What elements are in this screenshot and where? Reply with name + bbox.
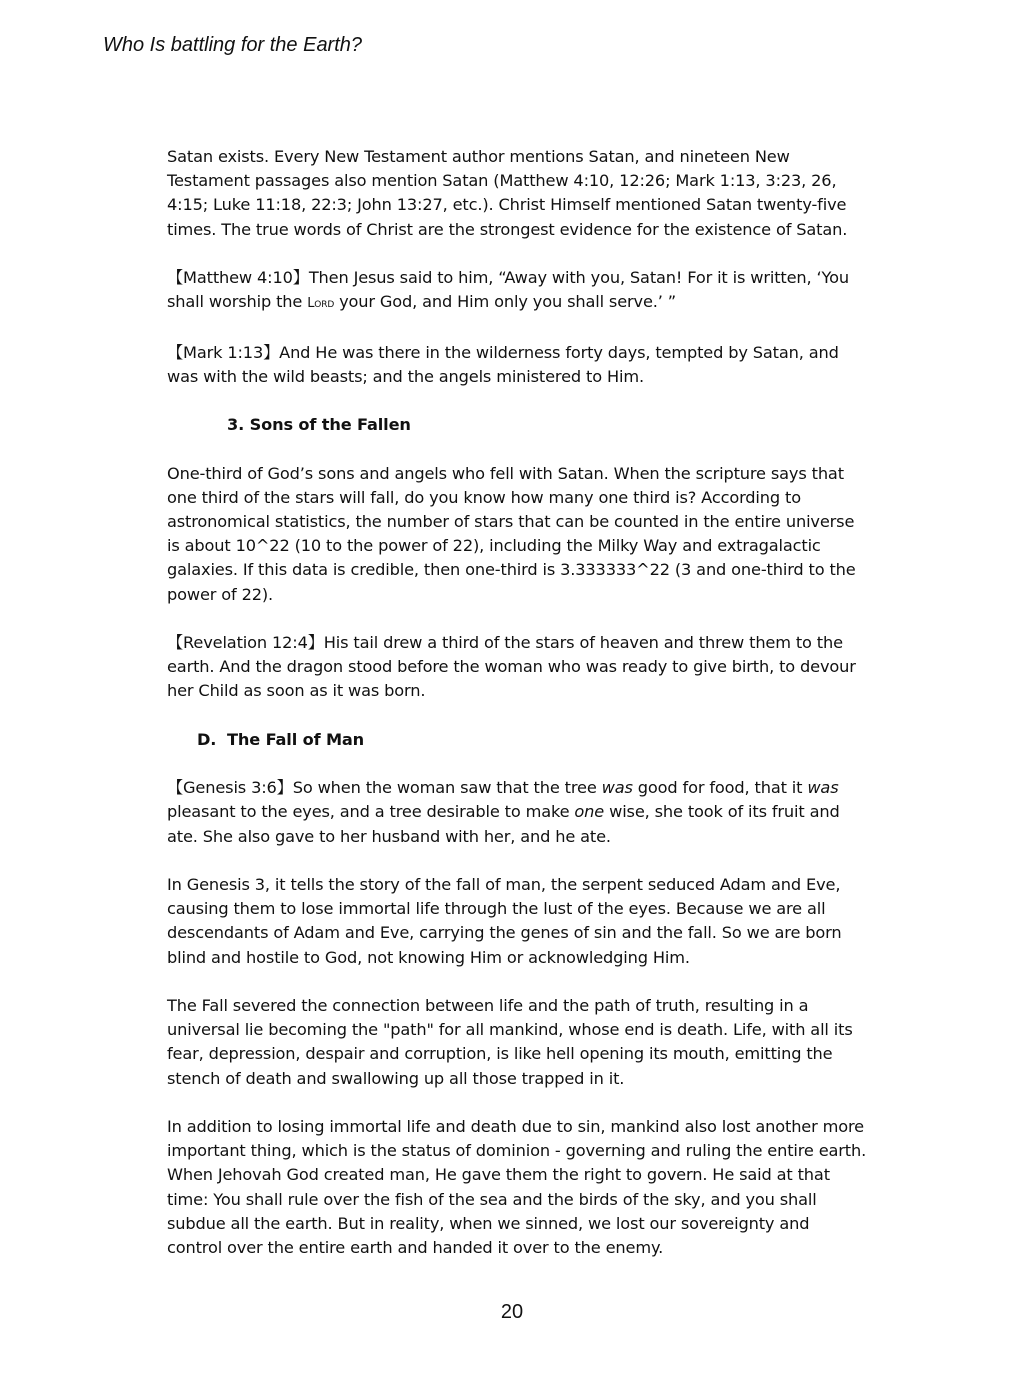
scripture-text: pleasant to the eyes, and a tree desirable to make [167,802,575,822]
scripture-text: His tail drew a third of the stars of heaven and threw them to the earth. And the dragon stood before the woman who was ready to give birth, to devour her Child as soon as it was born. [167,632,856,701]
section-heading-fall [167,728,867,752]
scripture-revelation [167,631,867,704]
scripture-matthew [167,266,867,316]
section-heading-sons: 3. Sons of the Fallen [227,415,411,435]
italic-word: was [601,778,633,798]
paragraph-fall-severed: The Fall severed the connection between life and the path of truth, resulting in a universal lie becoming the "path" for all mankind, whose end is death. Life, with all its fear, depression, despair and corruption, is like hell opening its mouth, emitting the stench of death and swallowing up all those trapped in it. [167,995,853,1088]
scripture-ref: 【Genesis 3:6】 [167,778,293,798]
scripture-ref: 【Matthew 4:10】 [167,268,309,287]
scripture-genesis [167,776,867,849]
scripture-ref: 【Revelation 12:4】 [167,632,324,652]
scripture-text: wise, she took of its fruit and ate. She also gave to her husband with her, and he ate. [167,802,840,846]
heading-number: D. [197,729,217,749]
scripture-text: Then Jesus said to him, “Away with you, Satan! For it is written, ‘You shall worship the [167,268,849,312]
italic-word: one [574,802,605,822]
paragraph-genesis-3: In Genesis 3, it tells the story of the fall of man, the serpent seduced Adam and Eve, causing them to lose immortal life through the lust of the eyes. Because we are all descendants of Adam and Eve, carrying the genes of sin and the fall. So we are born blind and hostile to God, not knowing Him or acknowledging Him. [167,874,842,967]
page-number: 20 [500,1301,524,1323]
heading-text: The Fall of Man [227,729,365,749]
lord-small-caps: Lord [307,296,335,312]
italic-word: was [807,778,839,798]
scripture-text: So when the woman saw that the tree [292,778,602,798]
scripture-text: And He was there in the wilderness forty days, tempted by Satan, and was with the wild beasts; and the angels ministered to Him. [167,342,839,386]
paragraph-satan-exists: Satan exists. Every New Testament author mentions Satan, and nineteen New Testament passages also mention Satan (Matthew 4:10, 12:26; Mark 1:13, 3:23, 26, 4:15; Luke 11:18, 22:3; John 13:27, etc.). Christ Himself mentioned Satan twenty-five times. The true words of Christ are the strongest evidence for the existence of Satan. [167,147,848,239]
scripture-text: your God, and Him only you shall serve.’ ” [334,292,676,312]
paragraph-dominion: In addition to losing immortal life and death due to sin, mankind also lost another more important thing, which is the status of dominion - governing and ruling the entire earth. When Jehovah God created man, He gave them the right to govern. He said at that time: You shall rule over the fish of the sea and the birds of the sky, and you shall subdue all the earth. But in reality, when we sinned, we lost our sovereignty and control over the entire earth and handed it over to the enemy. [167,1116,867,1257]
scripture-mark [167,341,867,389]
scripture-text: good for food, that it [632,778,808,798]
page-body [167,145,867,1284]
scripture-ref: 【Mark 1:13】 [167,342,280,362]
paragraph-one-third: One-third of God’s sons and angels who fell with Satan. When the scripture says that one third of the stars will fall, do you know how many one third is? According to astronomical statistics, the number of stars that can be counted in the entire universe is about 10^22 (10 to the power of 22), including the Milky Way and extragalactic galaxies. If this data is credible, then one-third is 3.333333^22 (3 and one-third to the power of 22). [167,463,856,604]
running-header: Who Is battling for the Earth? [103,34,363,56]
